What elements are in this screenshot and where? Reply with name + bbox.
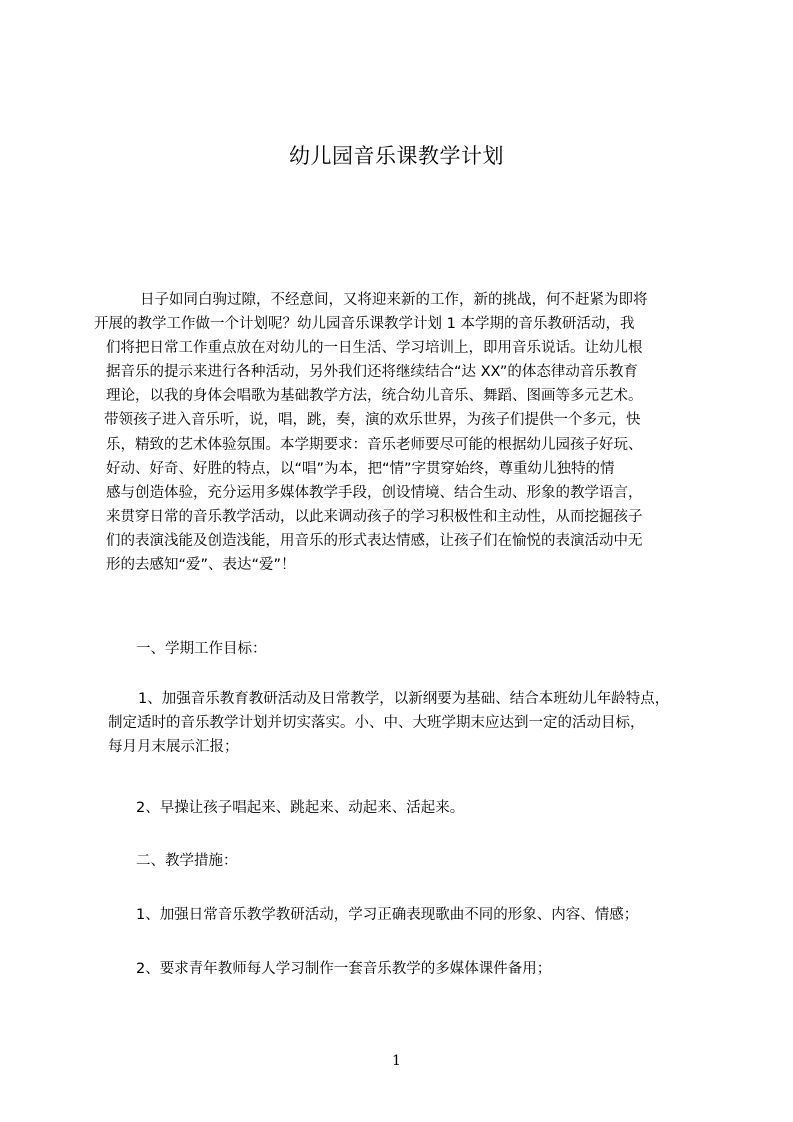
intro-line: 来贯穿日常的音乐教学活动，以此来调动孩子的学习积极性和主动性，从而挖掘孩子 — [106, 508, 643, 525]
page-number: 1 — [392, 1053, 401, 1069]
intro-line: 感与创造体验，充分运用多媒体教学手段，创设情境、结合生动、形象的教学语言， — [106, 484, 643, 501]
intro-line: 开展的教学工作做一个计划呢？幼儿园音乐课教学计划 1 本学期的音乐教研活动，我 — [94, 316, 635, 333]
intro-line: 理论，以我的身体会唱歌为基础教学方法，统合幼儿音乐、舞蹈、图画等多元艺术。 — [106, 388, 643, 405]
intro-line: 们的表演浅能及创造浅能，用音乐的形式表达情感，让孩子们在愉悦的表演活动中无 — [106, 532, 643, 549]
goal-1-line: 每月月末展示汇报； — [108, 739, 239, 756]
intro-line: 带领孩子进入音乐听，说，唱，跳，奏，演的欢乐世界，为孩子们提供一个多元，快 — [104, 412, 641, 429]
measure-item-2: 2、要求青年教师每人学习制作一套音乐教学的多媒体课件备用； — [136, 961, 552, 977]
intro-line: 们将把日常工作重点放在对幼儿的一日生活、学习培训上，即用音乐说话。让幼儿根 — [106, 340, 643, 357]
goal-1-line: 1、加强音乐教育教研活动及日常教学，以新纲要为基础、结合本班幼儿年龄特点， — [138, 691, 670, 707]
intro-line: 日子如同白驹过隙，不经意间，又将迎来新的工作，新的挑战，何不赶紧为即将 — [140, 292, 648, 308]
intro-line: 据音乐的提示来进行各种活动，另外我们还将继续结合“达 XX”的体态律动音乐教育 — [106, 364, 638, 381]
goal-item-2: 2、早操让孩子唱起来、跳起来、动起来、活起来。 — [136, 800, 465, 816]
intro-line: 好动、好奇、好胜的特点，以“唱”为本，把“情”字贯穿始终，尊重幼儿独特的情 — [106, 460, 615, 477]
section-heading-measures: 二、教学措施： — [136, 853, 238, 869]
goal-1-line: 制定适时的音乐教学计划并切实落实。小、中、大班学期末应达到一定的活动目标， — [108, 715, 645, 732]
intro-line: 乐，精致的艺术体验氛围。本学期要求：音乐老师要尽可能的根据幼儿园孩子好玩、 — [106, 436, 643, 453]
intro-paragraph — [94, 288, 648, 577]
document-title: 幼儿园音乐课教学计划 — [289, 144, 504, 168]
goal-item-1 — [108, 687, 669, 759]
measure-item-1: 1、加强日常音乐教学教研活动，学习正确表现歌曲不同的形象、内容、情感； — [136, 907, 639, 923]
intro-line: 形的去感知“爱”、表达“爱”！ — [106, 557, 296, 574]
section-heading-goals: 一、学期工作目标： — [136, 641, 267, 657]
